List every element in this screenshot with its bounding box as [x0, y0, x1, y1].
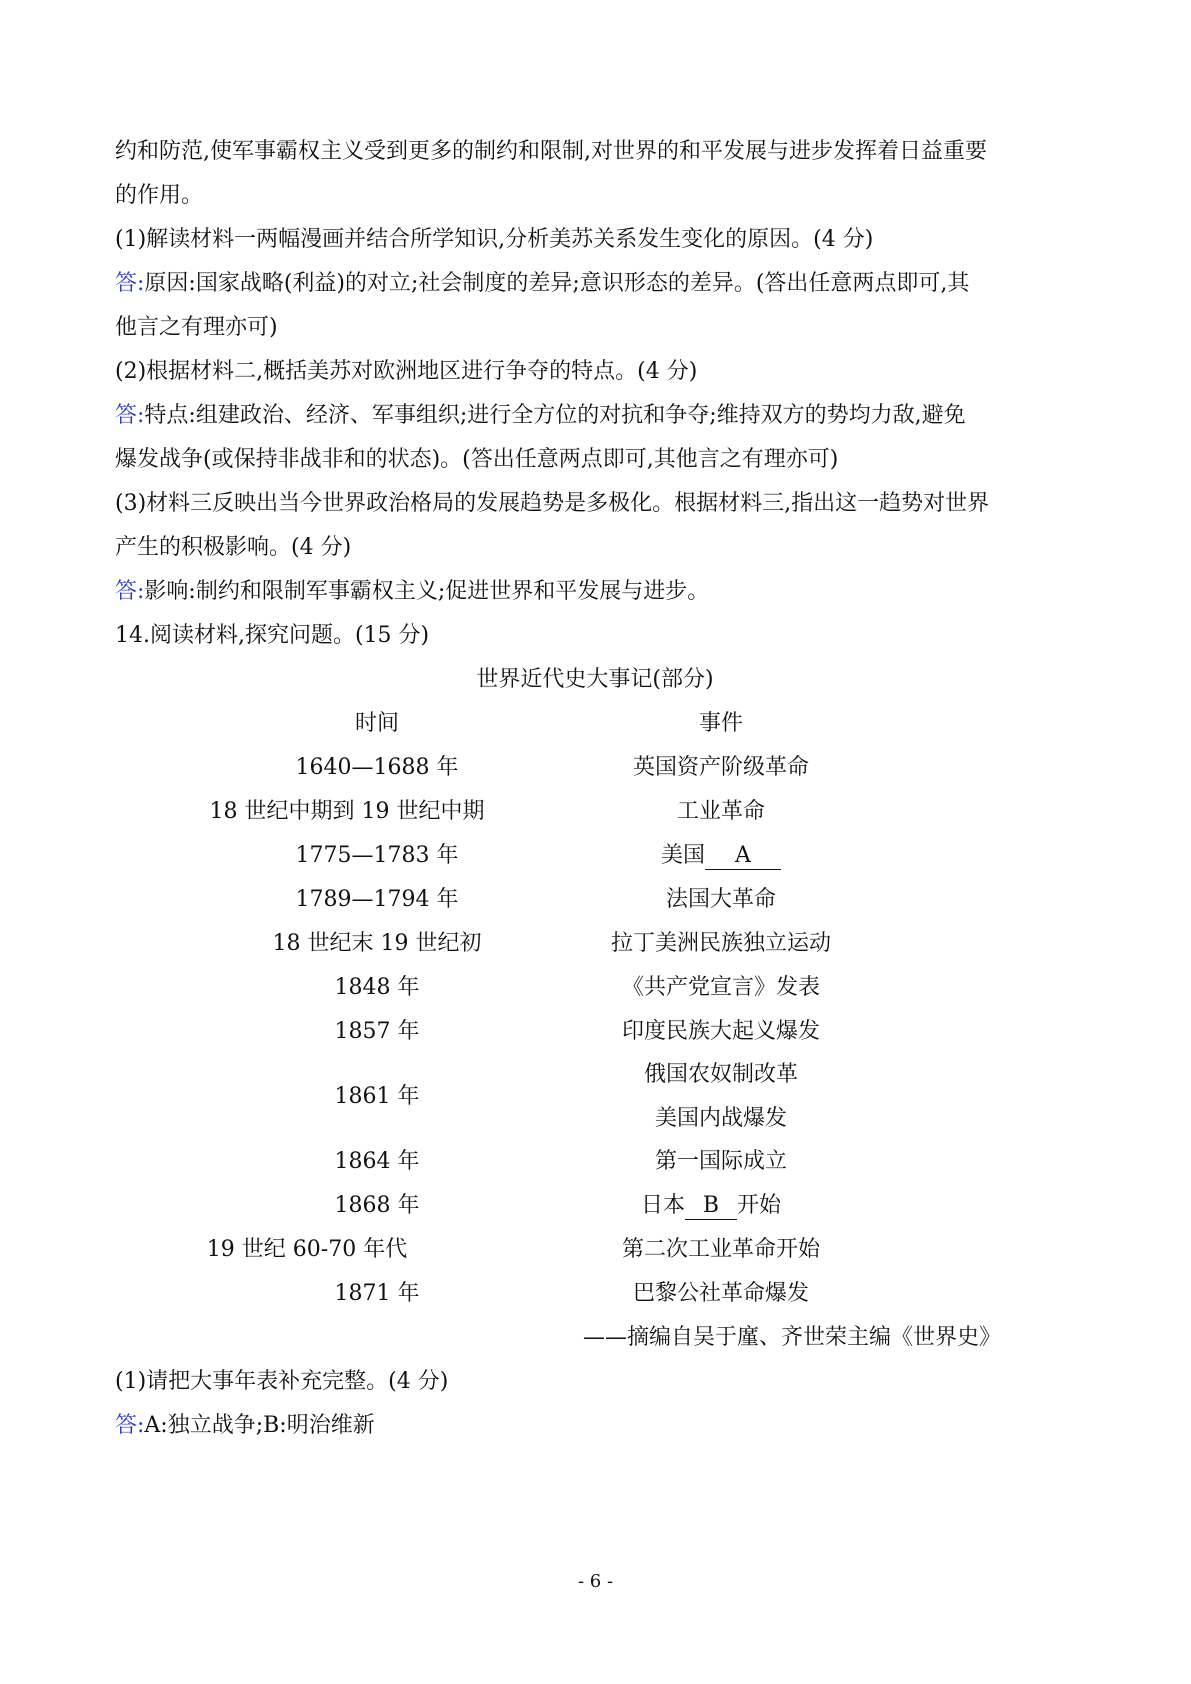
row-time: 1789—1794 年 [295, 887, 459, 912]
question-2: (2)根据材料二,概括美苏对欧洲地区进行争夺的特点。(4 分) [115, 359, 698, 384]
table-source: ——摘编自吴于廑、齐世荣主编《世界史》 [582, 1325, 1001, 1350]
question-14-1: (1)请把大事年表补充完整。(4 分) [115, 1369, 449, 1394]
answer-label: 答: [115, 579, 145, 604]
table-header-event: 事件 [698, 711, 744, 736]
row-event: 工业革命 [676, 799, 766, 824]
blank-a: A [705, 843, 781, 870]
table-header-time: 时间 [354, 711, 400, 736]
row-time: 1868 年 [334, 1193, 420, 1218]
row-time: 1640—1688 年 [295, 755, 459, 780]
answer-3-text: 影响:制约和限制军事霸权主义;促进世界和平发展与进步。 [144, 579, 710, 604]
question-1: (1)解读材料一两幅漫画并结合所学知识,分析美苏关系发生变化的原因。(4 分) [115, 227, 874, 252]
blank-b: B [685, 1193, 737, 1220]
row-event [661, 841, 781, 871]
row-event: 英国资产阶级革命 [632, 755, 810, 780]
answer-label: 答: [115, 1413, 145, 1438]
row-event: 第一国际成立 [654, 1149, 788, 1174]
row-event: 巴黎公社革命爆发 [632, 1281, 810, 1306]
answer-label: 答: [115, 403, 145, 428]
row-event: 《共产党宣言》发表 [621, 975, 821, 1000]
row-event: 第二次工业革命开始 [621, 1237, 821, 1262]
answer-14-1-text: A:独立战争;B:明治维新 [144, 1413, 375, 1438]
row-event: 法国大革命 [665, 887, 777, 912]
question-3-cont: 产生的积极影响。(4 分) [115, 535, 352, 560]
row-event: 拉丁美洲民族独立运动 [610, 931, 832, 956]
answer-1-cont: 他言之有理亦可) [115, 315, 278, 340]
question-3: (3)材料三反映出当今世界政治格局的发展趋势是多极化。根据材料三,指出这一趋势对世界 [115, 491, 990, 516]
event-prefix: 美国 [660, 843, 706, 868]
row-time: 1864 年 [334, 1149, 420, 1174]
row-time: 1871 年 [334, 1281, 420, 1306]
page-number: - 6 - [577, 1571, 614, 1592]
question-14: 14.阅读材料,探究问题。(15 分) [115, 623, 430, 648]
event-prefix: 日本 [640, 1193, 685, 1218]
row-event: 美国内战爆发 [654, 1106, 788, 1131]
answer-1 [115, 269, 969, 299]
row-time: 18 世纪中期到 19 世纪中期 [209, 799, 485, 824]
row-time: 19 世纪 60-70 年代 [206, 1237, 408, 1262]
answer-1-text: 原因:国家战略(利益)的对立;社会制度的差异;意识形态的差异。(答出任意两点即可,其 [144, 271, 970, 296]
row-time: 1857 年 [334, 1019, 420, 1044]
row-time: 1861 年 [334, 1084, 420, 1109]
row-time: 1775—1783 年 [295, 843, 459, 868]
row-event: 印度民族大起义爆发 [621, 1019, 821, 1044]
event-suffix: 开始 [737, 1193, 782, 1218]
row-time: 1848 年 [334, 975, 420, 1000]
answer-2-cont: 爆发战争(或保持非战非和的状态)。(答出任意两点即可,其他言之有理亦可) [115, 447, 839, 472]
intro-line-1: 约和防范,使军事霸权主义受到更多的制约和限制,对世界的和平发展与进步发挥着日益重要 [115, 139, 987, 164]
answer-3 [115, 577, 709, 607]
answer-14-1 [115, 1411, 375, 1441]
answer-label: 答: [115, 271, 145, 296]
answer-2-text: 特点:组建政治、经济、军事组织;进行全方位的对抗和争夺;维持双方的势均力敌,避免 [144, 403, 966, 428]
answer-2 [115, 401, 966, 431]
table-title: 世界近代史大事记(部分) [476, 667, 714, 692]
row-time: 18 世纪末 19 世纪初 [272, 931, 482, 956]
intro-line-2: 的作用。 [115, 183, 204, 208]
row-event: 俄国农奴制改革 [643, 1062, 799, 1087]
row-event [641, 1191, 781, 1221]
